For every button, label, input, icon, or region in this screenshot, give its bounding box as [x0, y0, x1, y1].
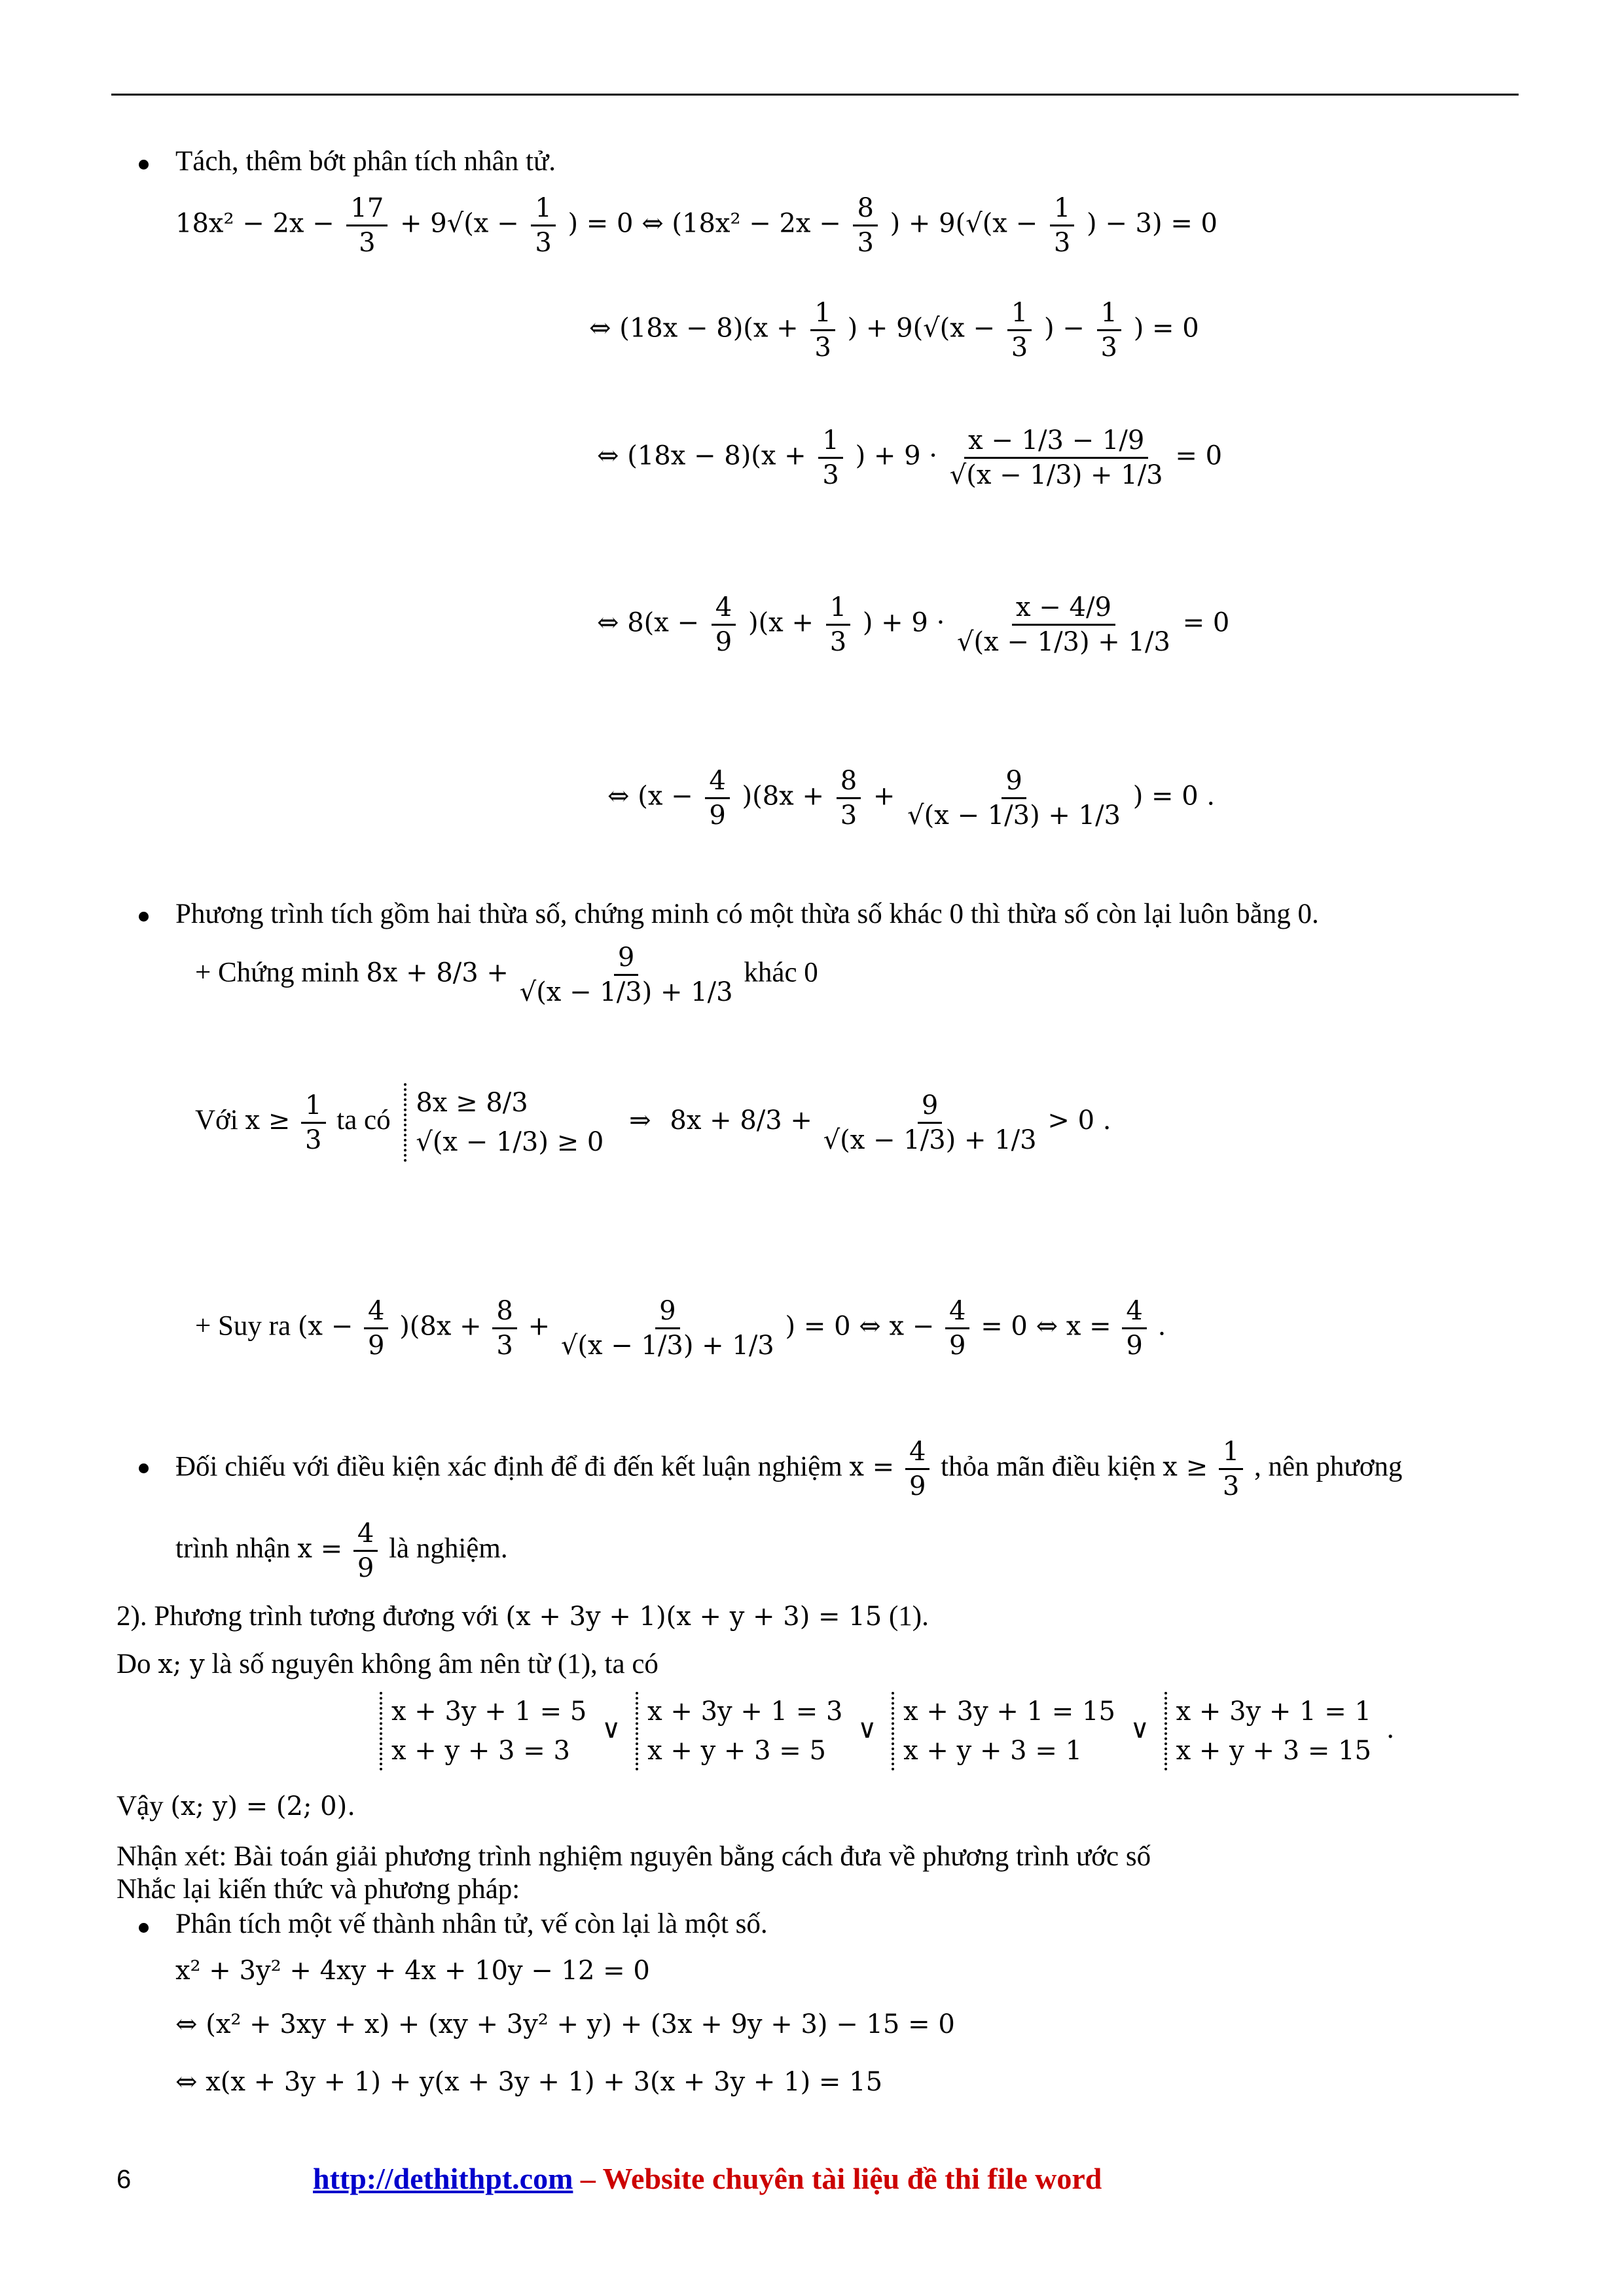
bullet-text-factor: Phân tích một vế thành nhân tử, vế còn lại là một số.: [175, 1909, 768, 1939]
equation-line-5: ⇔ (x − $\frac{4}{9}$ )(8x + $\frac{8}{3}$ + $\frac{9}{√(x - 1/3) + 1/3}$ ) = 0 .: [607, 766, 1216, 831]
systems-line: x + 3y + 1 = 5 x + y + 3 = 3 ∨ x + 3y + 1 = 3 x + y + 3 = 5 ∨ x + 3y + 1 = 15 x + y + 3 = 1 ∨ x + 3y + 1 = 1 x + y + 3 = 15 .: [373, 1692, 1394, 1770]
remark-line: Nhận xét: Bài toán giải phương trình nghiệm nguyên bằng cách đưa về phương trình ước số: [117, 1841, 1151, 1872]
footer: [313, 2161, 1102, 2196]
condition-line: Với x ≥ $\frac{1}{3}$ ta có 8x ≥ 8/3 √(x − 1/3) ≥ 0 ⇒ 8x + 8/3 + $\frac{9}{√(x - 1/3) + 1/3}$ > 0 .: [195, 1083, 1111, 1162]
bullet-text-product: Phương trình tích gồm hai thừa số, chứng minh có một thừa số khác 0 thì thừa số còn lại luôn bằng 0.: [175, 899, 1319, 929]
conclusion-line: Vậy (x; y) = (2; 0).: [117, 1791, 355, 1821]
bullet: [139, 160, 149, 170]
bullet: [139, 1463, 149, 1473]
equation-line-3: ⇔ (18x − 8)(x + $\frac{1}{3}$ ) + 9 · $\frac{x - 1/3 - 1/9}{√(x - 1/3) + 1/3}$ = 0: [597, 425, 1223, 490]
page-number: 6: [117, 2165, 132, 2194]
bullet: [139, 912, 149, 922]
do-line: Do x; y là số nguyên không âm nên từ (1), ta có: [117, 1649, 659, 1679]
equation-line-2: ⇔ (18x − 8)(x + $\frac{1}{3}$ ) + 9(√(x − $\frac{1}{3}$ ) − $\frac{1}{3}$ ) = 0: [589, 298, 1199, 363]
equation-line-4: ⇔ 8(x − $\frac{4}{9}$ )(x + $\frac{1}{3}$ ) + 9 · $\frac{x - 4/9}{√(x - 1/3) + 1/3}$ = 0: [597, 592, 1230, 657]
prove-line: + Chứng minh 8x + 8/3 + $\frac{9}{√(x - 1/3) + 1/3}$ khác 0: [195, 942, 818, 1007]
part2-line: 2). Phương trình tương đương với (x + 3y + 1)(x + y + 3) = 15 (1).: [117, 1601, 929, 1632]
bullet-text-split: Tách, thêm bớt phân tích nhân tử.: [175, 146, 556, 177]
bullet: [139, 1923, 149, 1933]
recall-line: Nhắc lại kiến thức và phương pháp:: [117, 1874, 520, 1905]
header-rule: [111, 94, 1519, 96]
footer-link[interactable]: http://dethithpt.com: [313, 2162, 573, 2195]
accept-line: trình nhận x = $\frac{4}{9}$ là nghiệm.: [175, 1518, 508, 1583]
factor-eq-1: x² + 3y² + 4xy + 4x + 10y − 12 = 0: [175, 1956, 650, 1986]
footer-tagline: – Website chuyên tài liệu đề thi file word: [573, 2162, 1102, 2195]
equation-line-1: 18x² − 2x − $\frac{17}{3}$ + 9√(x − $\frac{1}{3}$ ) = 0 ⇔ (18x² − 2x − $\frac{8}{3}$ ) + 9(√(x − $\frac{1}{3}$ ) − 3) = 0: [175, 193, 1218, 258]
factor-eq-3: ⇔ x(x + 3y + 1) + y(x + 3y + 1) + 3(x + 3y + 1) = 15: [175, 2067, 883, 2097]
factor-eq-2: ⇔ (x² + 3xy + x) + (xy + 3y² + y) + (3x + 9y + 3) − 15 = 0: [175, 2009, 955, 2039]
compare-line: Đối chiếu với điều kiện xác định để đi đến kết luận nghiệm x = $\frac{4}{9}$ thỏa mãn điều kiện x ≥ $\frac{1}{3}$ , nên phương: [175, 1437, 1403, 1501]
deduce-line: + Suy ra (x − $\frac{4}{9}$ )(8x + $\frac{8}{3}$ + $\frac{9}{√(x - 1/3) + 1/3}$ ) = 0 ⇔ x − $\frac{4}{9}$ = 0 ⇔ x = $\frac{4}{9}$ .: [195, 1296, 1166, 1361]
